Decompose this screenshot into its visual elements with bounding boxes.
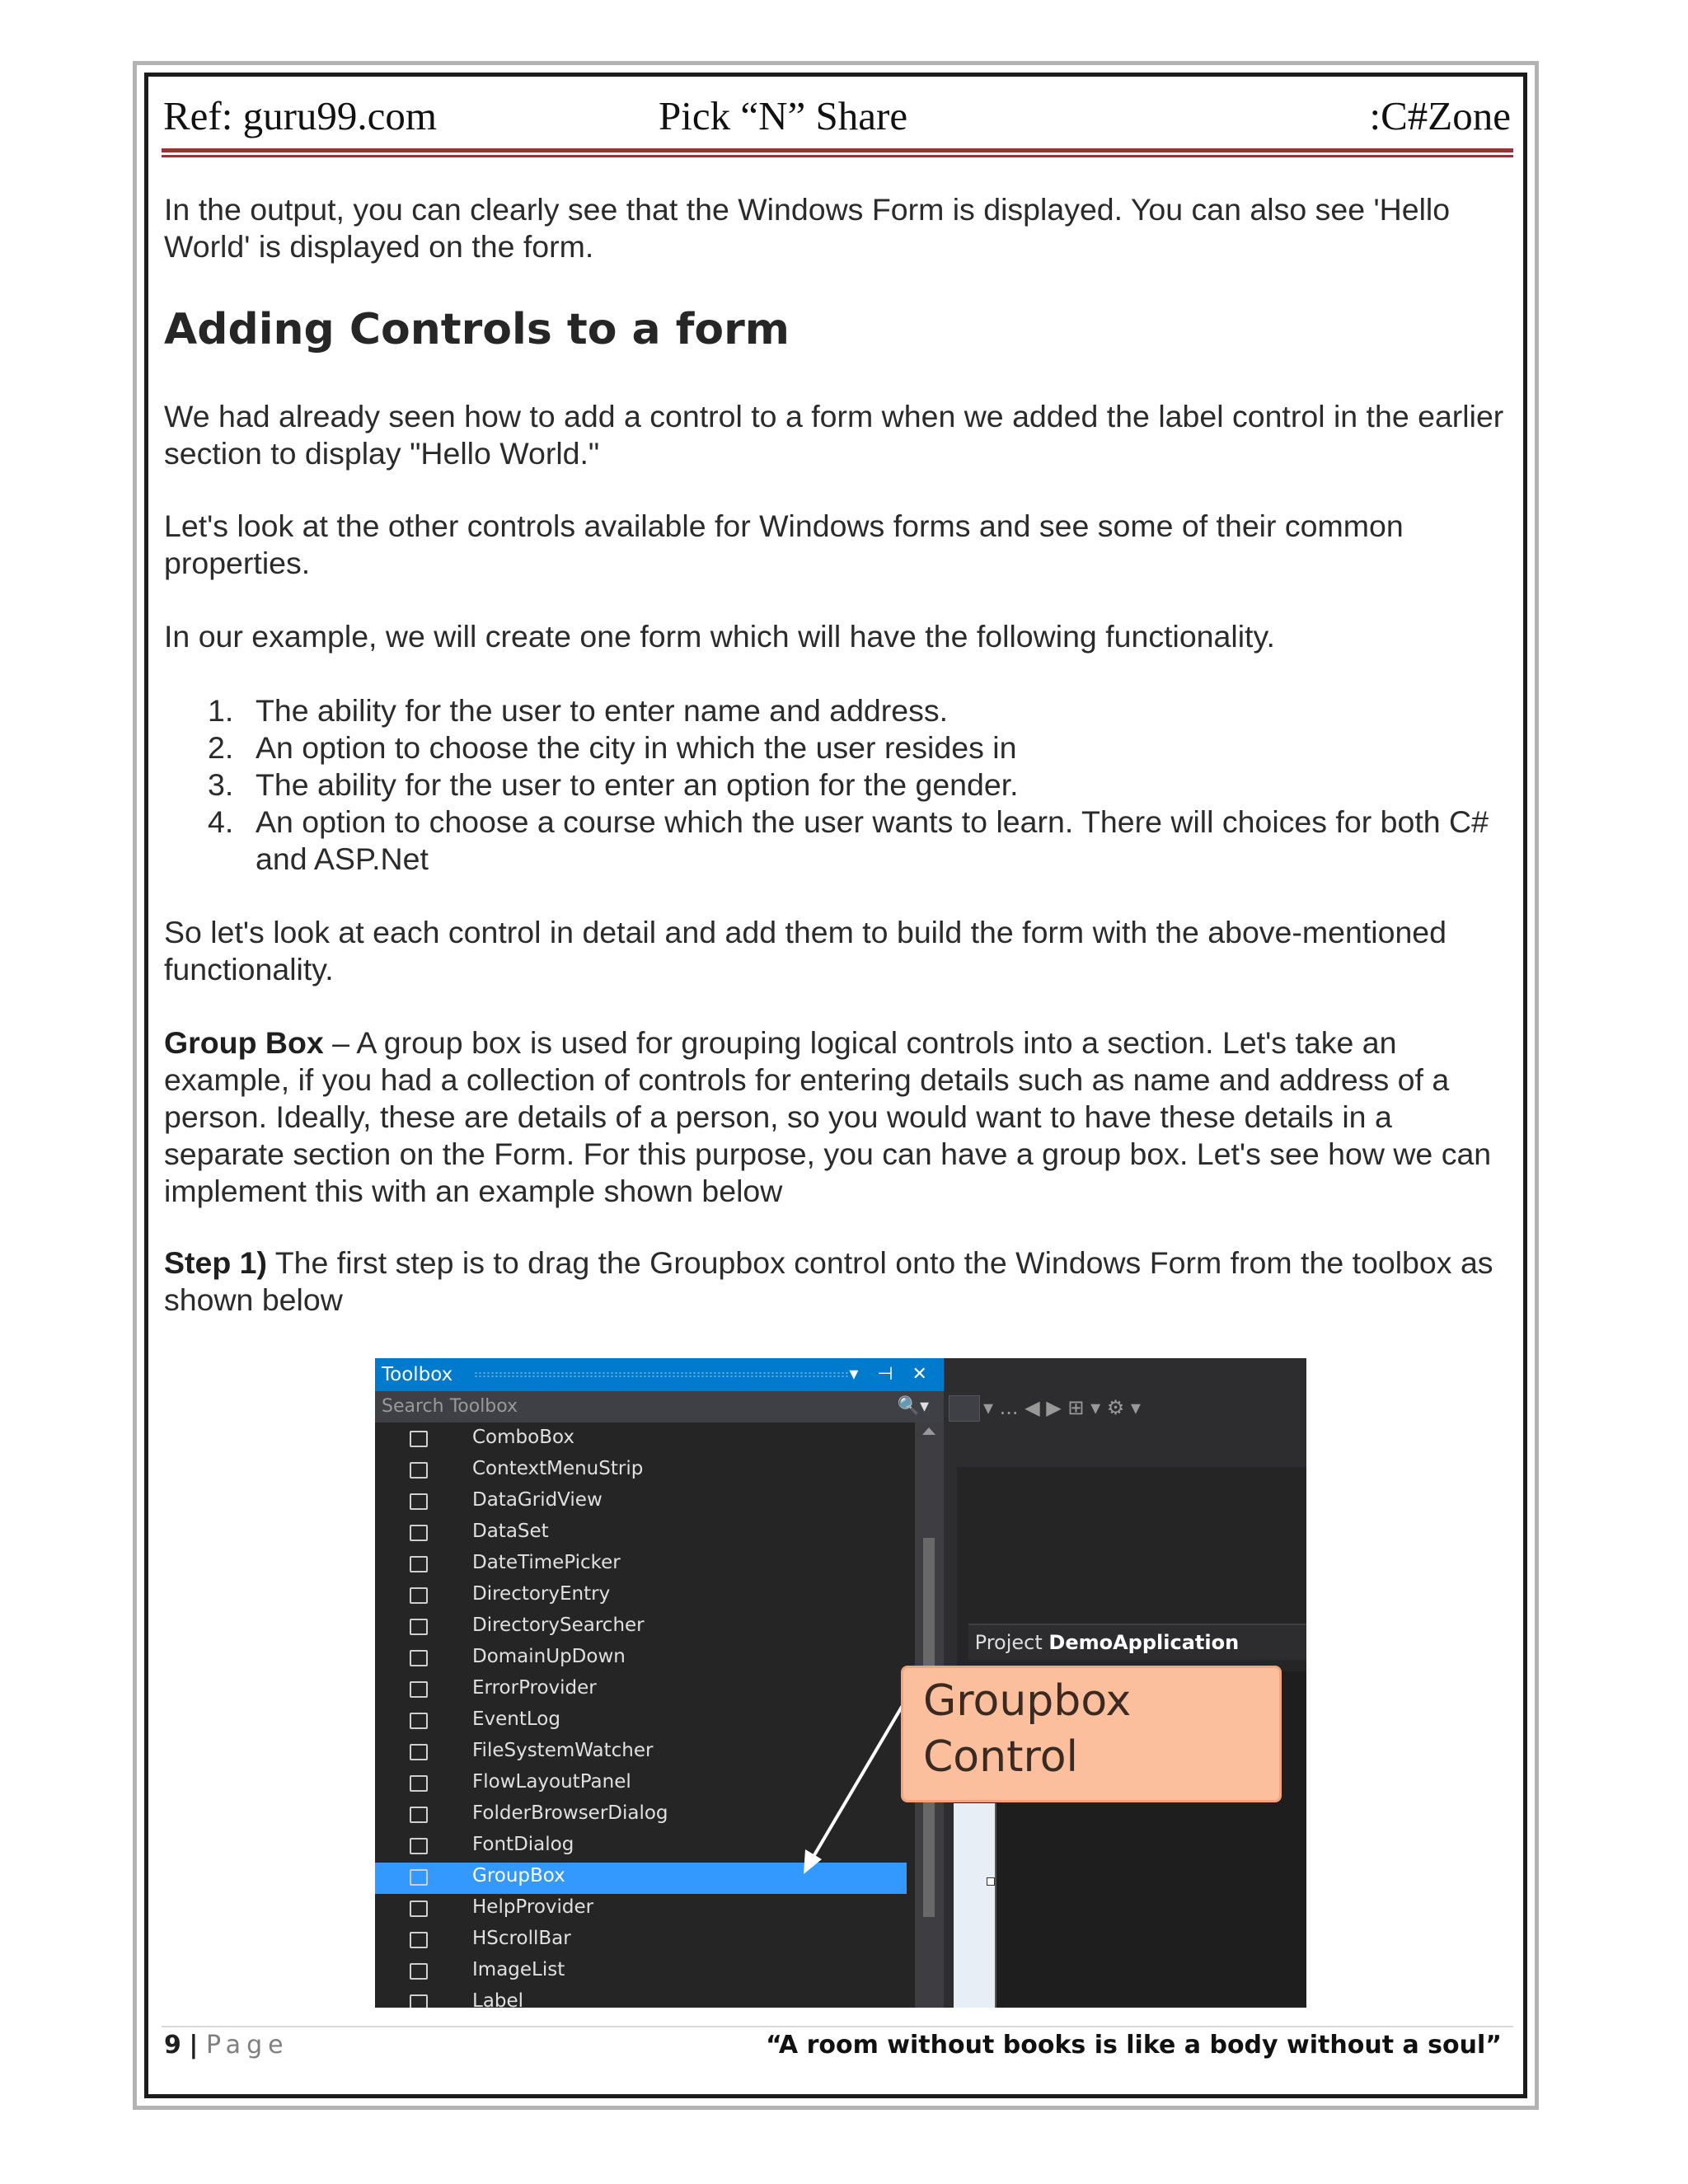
toolbox-item-label: DirectorySearcher xyxy=(472,1615,645,1636)
list-number: 3. xyxy=(208,767,234,802)
list-number: 4. xyxy=(208,804,234,839)
paragraph-detail: So let's look at each control in detail and add them to build the form with the above-mentioned functionality. xyxy=(164,915,1447,987)
toolbox-item-label: Label xyxy=(472,1990,524,2008)
toolbox-item-label: FolderBrowserDialog xyxy=(472,1802,668,1824)
page-header xyxy=(163,92,1511,142)
section-heading: Adding Controls to a form xyxy=(164,305,790,354)
footer-quote: “A room without books is like a body without a soul” xyxy=(766,2031,1502,2060)
toolbox-item-label: ContextMenuStrip xyxy=(472,1458,644,1479)
toolbox-title: Toolbox xyxy=(382,1364,453,1385)
paragraph-controls: Let's look at the other controls available for Windows forms and see some of their common properties. xyxy=(164,509,1404,580)
toolbox-item-label: DataGridView xyxy=(472,1489,603,1511)
list-text: The ability for the user to enter an option for the gender. xyxy=(256,767,1019,802)
search-placeholder: Search Toolbox xyxy=(382,1396,518,1417)
paragraph-seen: We had already seen how to add a control to a form when we added the label control in the earlier section to display "Hello World." xyxy=(164,399,1504,471)
intro-paragraph: In the output, you can clearly see that the Windows Form is displayed. You can also see 'Hello World' is displayed on the form. xyxy=(164,192,1451,264)
page-footer-left xyxy=(164,2031,289,2060)
footer-rule xyxy=(162,2026,1513,2027)
paragraph-groupbox xyxy=(164,1024,1516,1210)
toolbox-item-label: HScrollBar xyxy=(472,1928,571,1949)
step-label: Step 1) xyxy=(164,1245,268,1280)
toolbox-item-label: HelpProvider xyxy=(472,1896,594,1918)
toolbox-item-label: ComboBox xyxy=(472,1427,574,1448)
step-description: The first step is to drag the Groupbox control onto the Windows Form from the toolbox as shown below xyxy=(164,1245,1493,1317)
header-rule xyxy=(162,148,1513,152)
callout-line-2: Control xyxy=(923,1732,1078,1782)
list-number: 2. xyxy=(208,730,234,765)
callout-line-1: Groupbox xyxy=(923,1676,1132,1726)
project-name: DemoApplication xyxy=(1048,1631,1240,1654)
header-zone: :C#Zone xyxy=(1369,93,1511,138)
toolbox-item-label: EventLog xyxy=(472,1708,560,1730)
pin-close-icon[interactable]: ▾ ⊣ ✕ xyxy=(849,1364,934,1385)
list-text: An option to choose the city in which the user resides in xyxy=(256,730,1017,765)
page-number: 9 xyxy=(164,2031,181,2060)
page-word: Page xyxy=(205,2031,289,2060)
toolbox-item-label: DomainUpDown xyxy=(472,1646,626,1667)
page-separator: | xyxy=(189,2031,199,2060)
toolbox-item-label: FileSystemWatcher xyxy=(472,1740,654,1761)
toolbox-item-label: FontDialog xyxy=(472,1834,574,1855)
toolbox-item-label: FlowLayoutPanel xyxy=(472,1771,631,1793)
toolbox-item-label: ImageList xyxy=(472,1959,565,1980)
toolbox-item-label: DataSet xyxy=(472,1521,549,1542)
search-icon[interactable]: 🔍▾ xyxy=(897,1396,929,1417)
project-label: Project xyxy=(974,1631,1043,1654)
list-text: The ability for the user to enter name and address. xyxy=(256,693,949,728)
groupbox-description: – A group box is used for grouping logical controls into a section. Let's take an example, if you had a collection of controls for entering details such as name and address of a person. Ideally, these are details of a person, so you would want to have these details in a separate section on the Form. For this purpose, you can have a group box. Let's see how we can implement this with an example shown below xyxy=(164,1025,1492,1208)
toolbox-item-label: GroupBox xyxy=(472,1865,565,1886)
toolbar-icons[interactable]: ▾ ... ◀ ▶ ⊞ ▾ ⚙ ▾ xyxy=(983,1396,1141,1419)
list-text: An option to choose a course which the user wants to learn. There will choices for both C# and ASP.Net xyxy=(256,804,1489,876)
header-ref: Ref: guru99.com xyxy=(163,93,438,138)
toolbox-screenshot xyxy=(375,1358,1306,2008)
toolbox-item-label: DateTimePicker xyxy=(472,1552,621,1573)
header-rule-thin xyxy=(162,155,1513,157)
toolbox-item-label: ErrorProvider xyxy=(472,1677,597,1699)
paragraph-step xyxy=(164,1244,1516,1319)
toolbox-item-label: DirectoryEntry xyxy=(472,1583,611,1605)
header-title: Pick “N” Share xyxy=(659,93,908,138)
groupbox-term: Group Box xyxy=(164,1025,324,1060)
list-number: 1. xyxy=(208,693,234,728)
paragraph-example: In our example, we will create one form which will have the following functionality. xyxy=(164,619,1275,654)
groupbox-callout xyxy=(901,1666,1282,1802)
